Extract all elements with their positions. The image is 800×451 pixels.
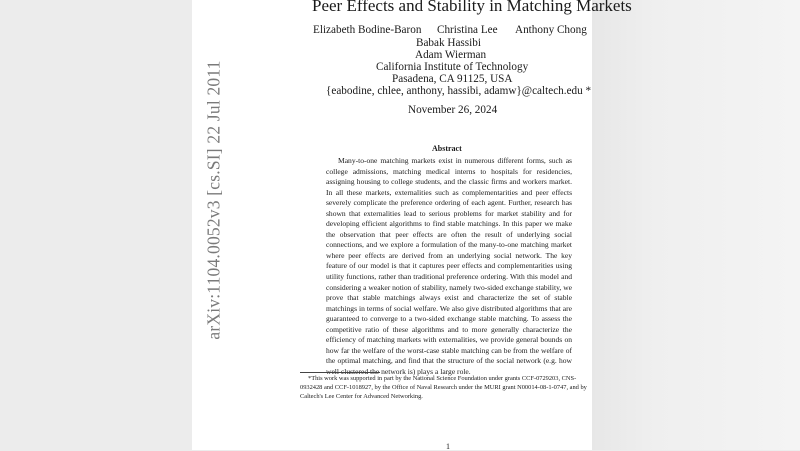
footnote: *This work was supported in part by the National Science Foundation under grants CCF-0729203, CNS-0932428 and CCF-1018927, by the Office of Naval Research under the MURI grant N00014-08-1-0747, and by Caltech's Lee Center for Advanced Networking. (300, 375, 587, 400)
abstract-heading: Abstract (432, 144, 462, 153)
email: {eabodine, chlee, anthony, hassibi, adamw}@caltech.edu * (326, 85, 592, 97)
author-block (0, 24, 800, 134)
arxiv-identifier: arXiv:1104.0052v3 [cs.SI] 22 Jul 2011 (203, 60, 224, 340)
date: November 26, 2024 (408, 104, 498, 116)
page-number: 1 (446, 442, 450, 451)
author-name: Elizabeth Bodine-Baron (313, 24, 422, 36)
address: Pasadena, CA 91125, USA (392, 73, 513, 85)
author-name: Christina Lee (437, 24, 498, 36)
author-name: Anthony Chong (515, 24, 587, 36)
paper-title: Peer Effects and Stability in Matching Markets (312, 0, 632, 15)
author-name: Adam Wierman (415, 49, 487, 61)
abstract-text: Many-to-one matching markets exist in numerous different forms, such as college admissions, matching medical interns to hospitals for residencies, assigning housing to college students, and the classic firms and workers market. In all these markets, externalities such as complementarities and peer effects severely complicate the preference ordering of each agent. Further, research has shown that externalities lead to serious problems for market stability and for developing efficient algorithms to find stable matchings. In this paper we make the observation that peer effects are often the result of underlying social connections, and we explore a formulation of the many-to-one matching market where peer effects are derived from an underlying social network. The key feature of our model is that it captures peer effects and complementarities using utility functions, rather than traditional preference ordering. With this model and considering a weaker notion of stability, namely two-sided exchange stability, we prove that stable matchings always exist and characterize the set of stable matchings in terms of social welfare. We also give distributed algorithms that are guaranteed to converge to a two-sided exchange stable matching. To assess the competitive ratio of these algorithms and to more generally characterize the efficiency of matching markets with externalities, we provide general bounds on how far the welfare of the worst-case stable matching can be from the welfare of the optimal matching, and find that the structure of the social network (e.g. how well clustered the network is) plays a large role. (326, 156, 572, 376)
author-name: Babak Hassibi (416, 37, 481, 49)
affiliation: California Institute of Technology (376, 61, 529, 73)
footnote-divider (300, 372, 380, 373)
